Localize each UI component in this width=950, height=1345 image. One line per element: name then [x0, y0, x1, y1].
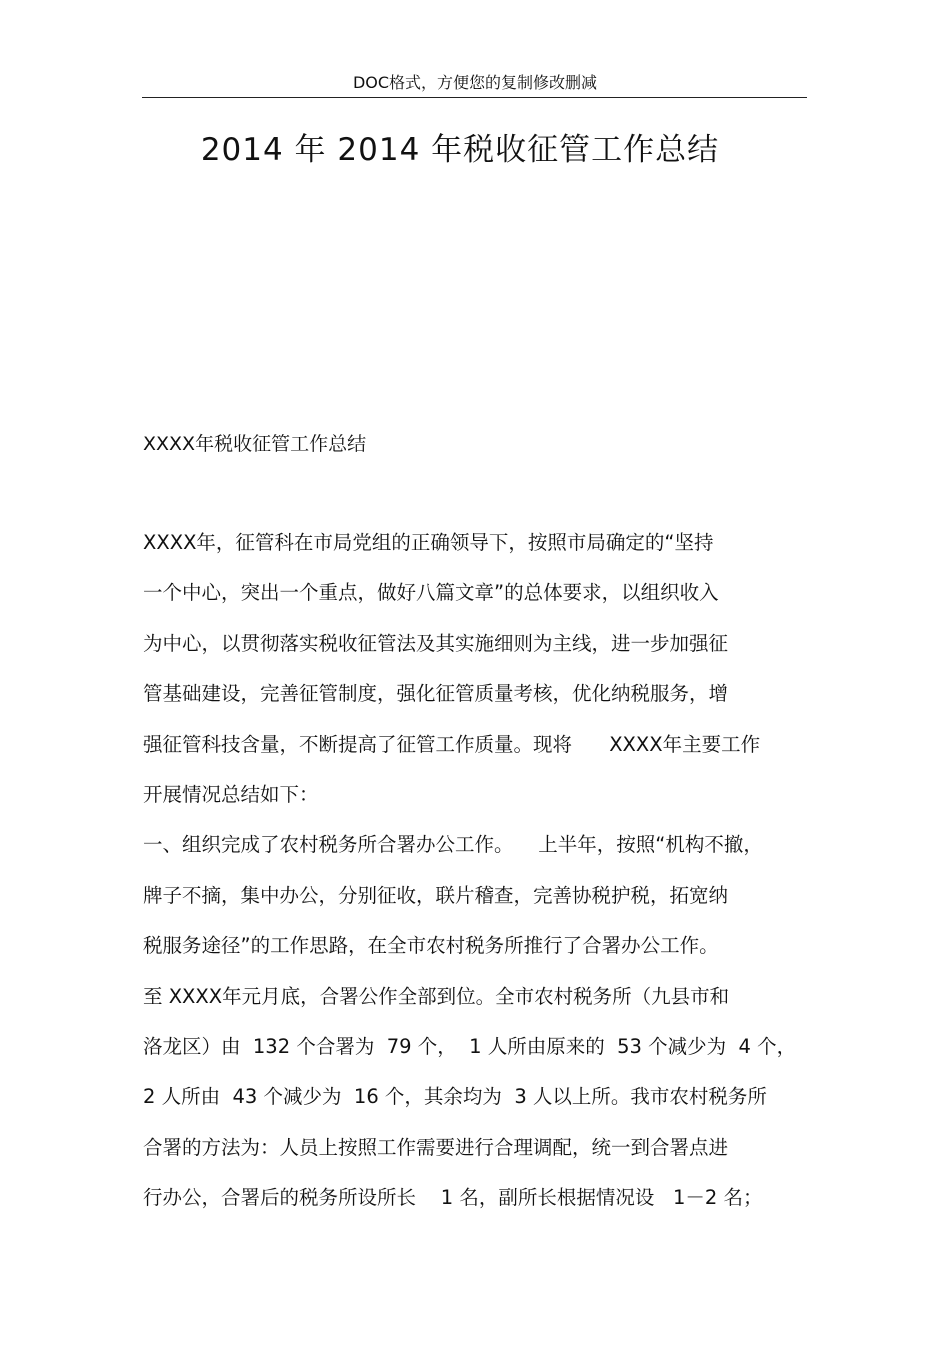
body-line: 至 XXXX年元月底，合署公作全部到位。全市农村税务所（九县市和 [143, 984, 730, 1008]
document-title: 2014 年 2014 年税收征管工作总结 [200, 132, 720, 168]
body-line: 合署的方法为：人员上按照工作需要进行合理调配，统一到合署点进 [143, 1135, 729, 1159]
body-line: 一、组织完成了农村税务所合署办公工作。 上半年，按照“机构不撤， [143, 833, 763, 857]
body-line: 开展情况总结如下： [143, 782, 319, 806]
body-line: 为中心，以贯彻落实税收征管法及其实施细则为主线，进一步加强征 [143, 631, 729, 655]
body-text [143, 530, 823, 1235]
body-line: 洛龙区）由 132 个合署为 79 个， 1 人所由原来的 53 个减少为 4 个， [143, 1034, 797, 1058]
body-line: 税服务途径”的工作思路，在全市农村税务所推行了合署办公工作。 [143, 934, 719, 958]
page-header: DOC格式，方便您的复制修改删减 [352, 73, 598, 92]
header-divider [142, 97, 807, 98]
body-line: 管基础建设，完善征管制度，强化征管质量考核，优化纳税服务，增 [143, 682, 729, 706]
body-line: 牌子不摘，集中办公，分别征收，联片稽查，完善协税护税，拓宽纳 [143, 883, 729, 907]
body-line: 行办公，合署后的税务所设所长 1 名，副所长根据情况设 1－2 名； [143, 1186, 763, 1210]
body-line: 2 人所由 43 个减少为 16 个，其余均为 3 人以上所。我市农村税务所 [143, 1085, 767, 1109]
document-subtitle: XXXX年税收征管工作总结 [143, 433, 367, 455]
body-line: 一个中心，突出一个重点，做好八篇文章”的总体要求，以组织收入 [143, 581, 719, 605]
body-line: XXXX年，征管科在市局党组的正确领导下，按照市局确定的“坚持 [143, 531, 714, 554]
body-line: 强征管科技含量，不断提高了征管工作质量。现将 XXXX年主要工作 [143, 732, 761, 756]
